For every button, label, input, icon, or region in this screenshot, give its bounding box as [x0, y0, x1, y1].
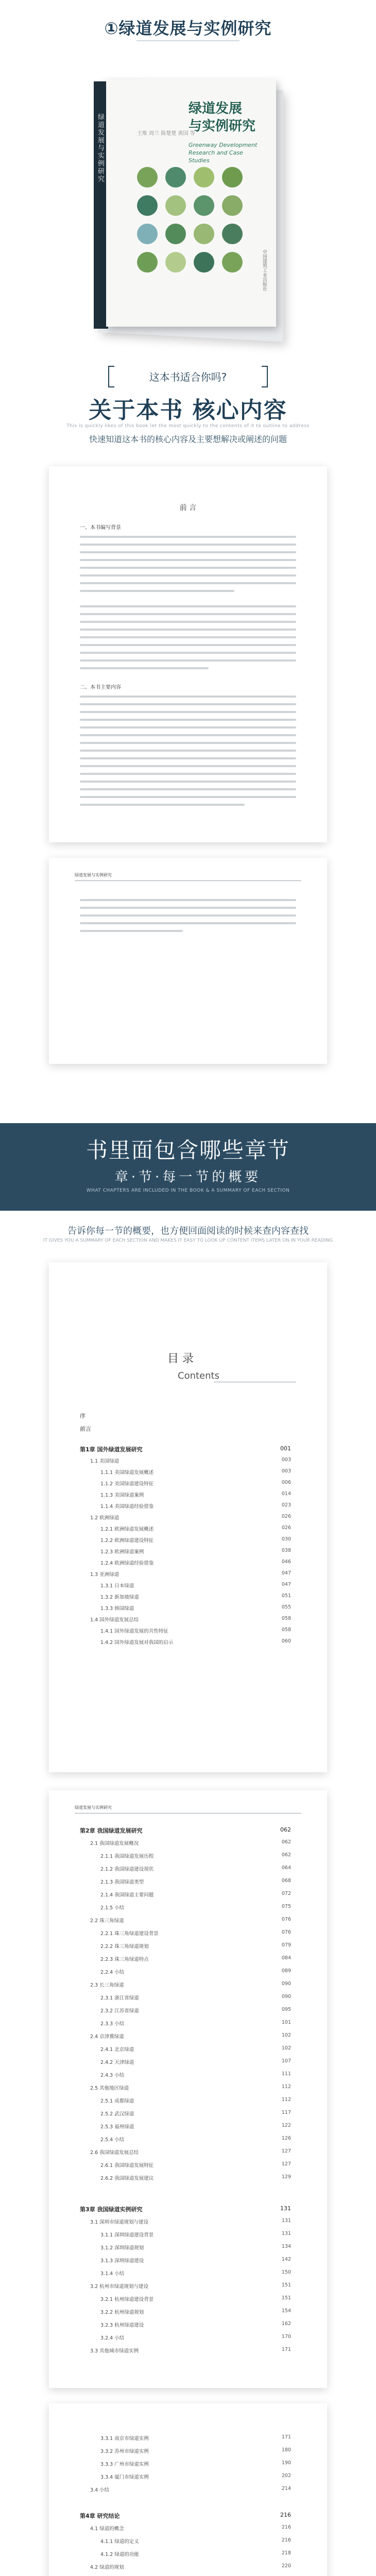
toc-entry: 3.1.4 小结 — [100, 2271, 125, 2277]
toc-front-2: 前言 — [80, 1426, 91, 1432]
toc-page-1 — [49, 1262, 327, 1772]
toc-entry: 2.3.3 小结 — [100, 2021, 125, 2027]
text-line — [80, 559, 296, 561]
photo-circle — [165, 224, 186, 244]
book-publisher: 中国建筑工业出版社 — [262, 249, 267, 291]
photo-circle — [137, 252, 158, 273]
toc-chapter-2: 第2章 我国绿道发展研究 — [80, 1827, 143, 1834]
toc-entry: 2.5.1 成都绿道 — [100, 2098, 134, 2104]
toc-entry: 2.5.4 小结 — [100, 2137, 125, 2143]
toc-chapter-3: 第3章 我国绿道实例研究 — [80, 2206, 143, 2213]
text-line — [80, 590, 234, 592]
text-line — [80, 574, 296, 577]
question-text: 这本书适合你吗? — [149, 371, 227, 383]
text-line — [80, 773, 296, 775]
toc-entry: 2.2.3 珠三角绿道特点 — [100, 1957, 149, 1962]
toc-entry: 1.2.4 欧洲绿道经验借鉴 — [100, 1561, 154, 1566]
toc-entry: 4.1.1 绿道的定义 — [100, 2539, 139, 2545]
toc-entry: 3.1.3 深圳绿道建设 — [100, 2258, 144, 2264]
core-content-english: This is quickly likes of this book let the most quickly to the contents of it to outline to address — [66, 423, 310, 429]
text-line — [80, 613, 296, 615]
toc-entry-page: 055 — [281, 1604, 291, 1610]
toc-entry: 2.2.2 珠三角绿道规划 — [100, 1944, 149, 1950]
photo-circle — [222, 195, 243, 216]
toc-chapter-2-page: 062 — [280, 1826, 291, 1833]
toc-entry-page: 006 — [281, 1480, 291, 1485]
toc-entry-page: 112 — [281, 2084, 291, 2090]
toc-entry-page: 102 — [281, 2032, 291, 2038]
toc-chapter-3-page: 131 — [280, 2205, 291, 2212]
book-title-line2: 与实例研究 — [189, 118, 256, 134]
text-line — [80, 765, 296, 767]
toc-entry-page: 112 — [281, 2097, 291, 2103]
text-line — [80, 621, 296, 623]
toc-entry-page: 064 — [281, 1865, 291, 1871]
toc-entry-page: 095 — [281, 2007, 291, 2012]
toc-entry: 2.1.3 我国绿道类型 — [100, 1879, 144, 1885]
toc-entry-page: 072 — [281, 1891, 291, 1896]
text-line — [80, 922, 296, 924]
toc-entry: 2.5.3 福州绿道 — [100, 2124, 134, 2130]
toc-entry-page: 216 — [281, 2537, 291, 2543]
toc-entry: 2.3.1 浙江省绿道 — [100, 1995, 139, 2001]
toc-entry: 1.4.1 国外绿道发展的共性特征 — [100, 1629, 168, 1634]
text-line — [80, 652, 296, 654]
toc-entry-page: 218 — [281, 2550, 291, 2556]
text-line — [80, 907, 296, 909]
toc-chapter-1-page: 001 — [280, 1445, 291, 1452]
preface-page — [49, 466, 327, 842]
book-front — [106, 79, 276, 327]
toc-entry-page: 142 — [281, 2257, 291, 2262]
chapters-subheading: 章·节·每一节的概要 — [114, 1170, 262, 1185]
toc-entry-page: 151 — [281, 2295, 291, 2301]
preface-title: 前 言 — [179, 504, 197, 512]
toc-entry: 2.6.2 我国绿道发展建议 — [100, 2176, 154, 2181]
toc-entry: 2.6.1 我国绿道发展特征 — [100, 2163, 154, 2168]
text-line — [80, 757, 296, 759]
text-line — [80, 582, 296, 584]
toc-entry: 4.1.2 绿道的功能 — [100, 2552, 139, 2557]
toc-entry-page: 126 — [281, 2136, 291, 2141]
text-line — [80, 536, 296, 538]
toc-entry-page: 030 — [281, 1536, 291, 1542]
toc-entry: 3.3 其他城市绿道实例 — [90, 2348, 139, 2354]
toc-entry-page: 170 — [281, 2334, 291, 2340]
running-header: 绿道发展与实例研究 — [75, 1805, 112, 1810]
toc-entry: 3.3.4 厦门市绿道实例 — [100, 2475, 149, 2480]
toc-entry-page: 101 — [281, 2020, 291, 2025]
toc-entry: 3.2.1 杭州绿道建设背景 — [100, 2297, 154, 2302]
photo-circle — [222, 224, 243, 244]
toc-entry: 2.2 珠三角绿道 — [90, 1918, 124, 1924]
toc-entry: 1.1.2 美国绿道建设特征 — [100, 1481, 154, 1487]
toc-entry-page: 003 — [281, 1468, 291, 1474]
text-line — [80, 659, 296, 662]
toc-entry: 3.3.2 苏州市绿道实例 — [100, 2449, 149, 2454]
text-line — [80, 781, 296, 783]
toc-entry: 4.1 绿道的概念 — [90, 2526, 124, 2532]
text-line — [80, 899, 296, 901]
text-line — [80, 804, 245, 806]
toc-entry-page: 111 — [281, 2071, 291, 2077]
toc-entry-page: 062 — [281, 1839, 291, 1845]
toc-entry: 2.2.1 珠三角绿道建设背景 — [100, 1931, 159, 1937]
toc-entry: 2.1 我国绿道发展概况 — [90, 1841, 139, 1846]
toc-entry: 1.2.3 欧洲绿道案例 — [100, 1549, 144, 1555]
cover-photo-circles — [137, 167, 271, 301]
toc-entry-page: 003 — [281, 1457, 291, 1463]
photo-circle — [137, 195, 158, 216]
toc-entry-page: 117 — [281, 2110, 291, 2115]
page-title: ①绿道发展与实例研究 — [104, 19, 272, 38]
toc-entry-page: 068 — [281, 1878, 291, 1884]
toc-entry: 3.2.2 杭州绿道规划 — [100, 2310, 144, 2315]
text-line — [80, 719, 296, 721]
toc-entry: 3.2.3 杭州绿道建设 — [100, 2323, 144, 2328]
text-line — [80, 551, 296, 553]
toc-entry: 1.1.3 美国绿道案例 — [100, 1493, 144, 1498]
book-title — [189, 100, 255, 135]
toc-entry: 1.4 国外绿道发展总结 — [90, 1617, 139, 1623]
toc-entry: 1.3.2 新加坡绿道 — [100, 1595, 139, 1600]
text-line — [80, 750, 296, 752]
toc-subtitle: Contents — [178, 1370, 219, 1381]
photo-circle — [165, 252, 186, 273]
chapters-heading: 书里面包含哪些章节 — [86, 1138, 290, 1163]
toc-entry-page: 171 — [281, 2347, 291, 2352]
toc-entry: 2.4 京津冀绿道 — [90, 2034, 124, 2040]
photo-circle — [137, 167, 158, 188]
toc-entry: 1.2.2 欧洲绿道建设特征 — [100, 1538, 154, 1544]
toc-entry-page: 151 — [281, 2282, 291, 2288]
toc-entry-page: 090 — [281, 1994, 291, 1999]
header-rule — [75, 880, 301, 881]
toc-entry: 3.3.1 南京市绿道实例 — [100, 2436, 149, 2442]
toc-entry-page: 154 — [281, 2308, 291, 2314]
toc-entry: 2.1.2 我国绿道建设现状 — [100, 1867, 154, 1872]
toc-chapter-4-page: 216 — [280, 2512, 291, 2518]
toc-entry-page: 058 — [281, 1627, 291, 1633]
text-line — [80, 734, 296, 736]
toc-page-2 — [49, 1790, 327, 2388]
toc-entry: 2.3 长三角绿道 — [90, 1982, 124, 1988]
toc-entry-page: 216 — [281, 2524, 291, 2530]
chapters-description-english: IT GIVES YOU A SUMMARY OF EACH SECTION AND MAKES IT EASY TO LOOK UP CONTENT ITEMS LATER ON IN YOUR READING — [43, 1238, 333, 1243]
text-line — [80, 930, 183, 932]
text-line — [80, 711, 296, 713]
toc-chapter-1: 第1章 国外绿道发展研究 — [80, 1446, 143, 1453]
toc-entry: 1.4.2 国外绿道发展对我国的启示 — [100, 1640, 174, 1646]
toc-entry: 3.4 小结 — [90, 2487, 110, 2493]
photo-circle — [194, 224, 214, 244]
toc-entry-page: 220 — [281, 2563, 291, 2569]
toc-entry: 1.1 美国绿道 — [90, 1459, 119, 1464]
toc-entry-page: 051 — [281, 1593, 291, 1599]
toc-entry: 1.2.1 欧洲绿道发展概述 — [100, 1527, 154, 1532]
toc-entry: 2.1.4 我国绿道主要问题 — [100, 1892, 154, 1898]
toc-entry-page: 127 — [281, 2161, 291, 2167]
chapters-english: WHAT CHAPTERS ARE INCLUDED IN THE BOOK & A SUMMARY OF EACH SECTION — [86, 1188, 290, 1193]
text-line — [80, 636, 296, 638]
toc-entry-page: 038 — [281, 1548, 291, 1553]
toc-entry-page: 047 — [281, 1582, 291, 1587]
spine-title: 绿道发展与实例研究 — [96, 113, 104, 183]
text-line — [80, 914, 296, 917]
photo-circle — [165, 167, 186, 188]
toc-entry: 1.3.3 韩国绿道 — [100, 1606, 134, 1612]
toc-entry-page: 122 — [281, 2123, 291, 2128]
toc-entry: 3.1.1 深圳绿道建设背景 — [100, 2232, 154, 2238]
toc-entry: 3.1 深圳市绿道规划与建设 — [90, 2219, 149, 2225]
toc-entry-page: 047 — [281, 1570, 291, 1576]
toc-entry-page: 171 — [281, 2434, 291, 2440]
toc-entry-page: 058 — [281, 1616, 291, 1621]
toc-entry-page: 214 — [281, 2486, 291, 2492]
toc-entry-page: 079 — [281, 1942, 291, 1948]
toc-entry: 3.2.4 小结 — [100, 2335, 125, 2341]
text-line — [80, 726, 296, 728]
text-line — [80, 742, 296, 744]
core-content-heading: 关于本书 核心内容 — [89, 397, 287, 423]
toc-entry: 1.3.1 日本绿道 — [100, 1583, 134, 1589]
toc-entry-page: 076 — [281, 1917, 291, 1922]
toc-entry-page: 026 — [281, 1525, 291, 1531]
text-line — [80, 667, 209, 669]
toc-entry: 4.2 绿道的规划 — [90, 2565, 124, 2570]
toc-entry: 2.1.1 我国绿道发展历程 — [100, 1854, 154, 1859]
toc-entry-page: 131 — [281, 2218, 291, 2224]
text-line — [80, 644, 296, 646]
text-line — [80, 796, 296, 798]
toc-entry-page: 076 — [281, 1929, 291, 1935]
title-underline — [136, 40, 240, 41]
preface-page-2 — [49, 858, 327, 1064]
toc-entry: 3.1.2 深圳绿道规划 — [100, 2245, 144, 2251]
toc-entry: 3.2 杭州市绿道规划与建设 — [90, 2284, 149, 2290]
toc-entry: 2.3.2 江苏省绿道 — [100, 2008, 139, 2014]
toc-entry: 2.4.1 北京绿道 — [100, 2047, 134, 2053]
text-line — [80, 788, 296, 790]
toc-entry-page: 162 — [281, 2321, 291, 2327]
toc-entry: 2.6 我国绿道发展总结 — [90, 2150, 139, 2156]
toc-entry-page: 060 — [281, 1638, 291, 1644]
toc-entry-page: 075 — [281, 1904, 291, 1909]
photo-circle — [165, 195, 186, 216]
header-rule — [75, 1813, 301, 1814]
toc-entry: 2.4.2 天津绿道 — [100, 2060, 134, 2065]
toc-entry: 2.4.3 小结 — [100, 2073, 125, 2078]
toc-entry-page: 134 — [281, 2244, 291, 2249]
book-cover-image — [88, 72, 288, 340]
question-box — [108, 366, 268, 385]
toc-entry-page: 026 — [281, 1514, 291, 1519]
toc-entry-page: 131 — [281, 2231, 291, 2236]
text-line — [80, 629, 296, 631]
core-content-description: 快速知道这本书的核心内容及主要想解决或阐述的问题 — [89, 434, 287, 444]
toc-front-1: 序 — [80, 1413, 86, 1419]
toc-entry: 2.5.2 武汉绿道 — [100, 2111, 134, 2117]
toc-entry: 3.3.3 广州市绿道实例 — [100, 2462, 149, 2467]
toc-page-3 — [49, 2403, 327, 2576]
toc-entry-page: 150 — [281, 2269, 291, 2275]
toc-entry-page: 090 — [281, 1981, 291, 1987]
text-line — [80, 567, 296, 569]
running-header: 绿道发展与实例研究 — [75, 873, 112, 877]
photo-circle — [194, 252, 214, 273]
toc-entry: 2.5 其他地区绿道 — [90, 2086, 129, 2091]
toc-entry-page: 062 — [281, 1852, 291, 1858]
toc-entry: 1.2 欧洲绿道 — [90, 1515, 119, 1521]
toc-entry-page: 190 — [281, 2460, 291, 2466]
toc-entry: 2.2.4 小结 — [100, 1970, 125, 1975]
toc-entry-page: 089 — [281, 1968, 291, 1974]
toc-entry: 2.1.5 小结 — [100, 1905, 125, 1911]
toc-title: 目 录 — [167, 1352, 194, 1365]
toc-entry-page: 107 — [281, 2058, 291, 2064]
text-line — [80, 605, 296, 607]
text-line — [80, 544, 296, 546]
photo-circle — [194, 167, 214, 188]
toc-entry-page: 180 — [281, 2447, 291, 2453]
preface-section-1: 一、本书编写背景 — [80, 525, 121, 531]
toc-entry-page: 129 — [281, 2174, 291, 2180]
toc-entry: 1.1.1 美国绿道发展概述 — [100, 1470, 154, 1476]
toc-entry-page: 046 — [281, 1559, 291, 1565]
book-english-title: Greenway Development Research and Case Studies — [189, 142, 258, 164]
book-title-line1: 绿道发展 — [189, 101, 243, 116]
toc-entry-page: 102 — [281, 2045, 291, 2051]
book-authors: 王维 周兰 陈楚楚 黄国 等 — [137, 131, 195, 137]
text-line — [80, 703, 296, 705]
photo-circle — [194, 195, 214, 216]
toc-entry: 1.1.4 美国绿道经验借鉴 — [100, 1504, 154, 1510]
toc-entry-page: 014 — [281, 1491, 291, 1497]
toc-chapter-4: 第4章 研究结论 — [80, 2513, 120, 2519]
toc-entry-page: 023 — [281, 1502, 291, 1508]
photo-circle — [137, 224, 158, 244]
toc-entry-page: 084 — [281, 1955, 291, 1961]
chapters-description: 告诉你每一节的概要，也方便回面阅读的时候来查内容查找 — [67, 1226, 309, 1236]
toc-entry-page: 202 — [281, 2473, 291, 2479]
photo-circle — [222, 252, 243, 273]
toc-entry-page: 127 — [281, 2148, 291, 2154]
preface-section-2: 二、本书主要内容 — [80, 685, 121, 690]
photo-circle — [222, 167, 243, 188]
text-line — [80, 696, 296, 698]
toc-entry: 1.3 亚洲绿道 — [90, 1572, 119, 1578]
